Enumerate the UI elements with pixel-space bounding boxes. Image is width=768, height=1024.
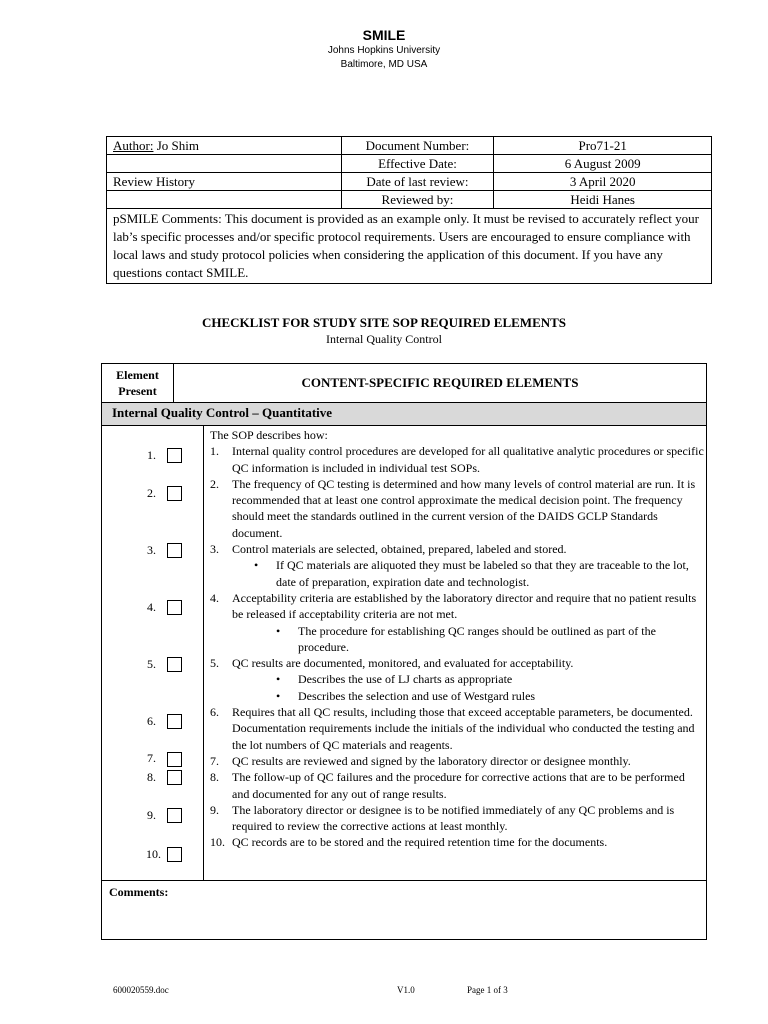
- location: Baltimore, MD USA: [340, 59, 428, 70]
- list-item: 2. The frequency of QC testing is determined and how many levels of control material are run. It is recommended that at least one control approximate the medical decision point. The frequency should meet the standards outlined in the current version of the DAIDS GCLP Standards document.: [210, 476, 696, 540]
- sub-bullet: • Describes the use of LJ charts as appropriate: [276, 672, 513, 687]
- element-checkbox-6[interactable]: [167, 714, 182, 729]
- list-item: 3. Control materials are selected, obtained, prepared, labeled and stored.: [210, 542, 567, 557]
- empty-cell: [107, 155, 342, 173]
- checklist-title: CHECKLIST FOR STUDY SITE SOP REQUIRED ELEMENTS: [201, 315, 567, 330]
- element-number: 8.: [147, 770, 156, 784]
- list-item: 8. The follow-up of QC failures and the procedure for corrective actions that are to be performed and documented for any out of range results.: [210, 770, 685, 801]
- element-checkbox-1[interactable]: [167, 448, 182, 463]
- element-checkbox-5[interactable]: [167, 657, 182, 672]
- author-cell: [107, 137, 342, 155]
- footer-filename: 600020559.doc: [113, 985, 169, 995]
- section-title: Internal Quality Control – Quantitative: [112, 405, 333, 420]
- reviewed-by-label: Reviewed by:: [341, 191, 494, 209]
- comments-label: Comments:: [109, 885, 169, 899]
- element-number: 7.: [147, 751, 156, 765]
- list-item: 10. QC records are to be stored and the required retention time for the documents.: [210, 835, 608, 850]
- divider: [101, 880, 707, 881]
- element-number: 4.: [147, 600, 156, 614]
- element-number: 9.: [147, 808, 156, 822]
- required-elements-list: [210, 427, 704, 851]
- empty-cell: [107, 191, 342, 209]
- doc-number: Pro71-21: [494, 137, 712, 155]
- element-present-header: Element Present: [116, 368, 159, 398]
- list-item: 9. The laboratory director or designee is to be notified immediately of any QC problems and is required to review the corrective actions at least monthly.: [210, 802, 675, 834]
- last-review-date: 3 April 2020: [494, 173, 712, 191]
- reviewed-by: Heidi Hanes: [494, 191, 712, 209]
- element-checkbox-9[interactable]: [167, 808, 182, 823]
- element-checkbox-4[interactable]: [167, 600, 182, 615]
- intro-text: The SOP describes how:: [210, 428, 328, 442]
- element-number: 10.: [146, 847, 161, 861]
- element-checkbox-8[interactable]: [167, 770, 182, 785]
- sub-bullet: • If QC materials are aliquoted they must be labeled so that they are traceable to the lot, date of preparation, expiration date and technologist.: [254, 558, 689, 589]
- element-checkbox-3[interactable]: [167, 543, 182, 558]
- author-label: Author:: [113, 138, 154, 153]
- list-item: 7. QC results are reviewed and signed by the laboratory director or designee monthly.: [210, 753, 631, 768]
- effective-date-label: Effective Date:: [341, 155, 494, 173]
- university-name: Johns Hopkins University: [327, 45, 441, 56]
- element-number: 6.: [147, 714, 156, 728]
- list-item: 1. Internal quality control procedures are developed for all qualitative analytic procedures or specific QC information is included in individual test SOPs.: [210, 444, 704, 475]
- element-number: 5.: [147, 657, 156, 671]
- divider: [101, 425, 707, 426]
- element-number: 2.: [147, 486, 156, 500]
- checklist-subtitle: Internal Quality Control: [326, 332, 442, 346]
- author-name: Jo Shim: [153, 138, 199, 153]
- sub-bullet: • The procedure for establishing QC ranges should be outlined as part of the procedure.: [276, 623, 656, 654]
- element-checkbox-10[interactable]: [167, 847, 182, 862]
- list-item: 5. QC results are documented, monitored, and evaluated for acceptability.: [210, 656, 574, 671]
- element-checkbox-2[interactable]: [167, 486, 182, 501]
- element-checkbox-7[interactable]: [167, 752, 182, 767]
- element-number: 3.: [147, 543, 156, 557]
- last-review-label: Date of last review:: [341, 173, 494, 191]
- org-name: SMILE: [362, 27, 406, 43]
- element-number: 1.: [147, 448, 156, 462]
- divider: [203, 426, 204, 881]
- document-info-table: [106, 136, 712, 284]
- footer-page: Page 1 of 3: [467, 985, 508, 995]
- psmile-comments: pSMILE Comments: This document is provided as an example only. It must be revised to accurately reflect your lab’s specific processes and/or specific protocol requirements. Users are encouraged to ensure compliance with local laws and study protocol policies when considering the application of this document. If you have any questions contact SMILE.: [107, 209, 712, 284]
- footer-version: V1.0: [397, 985, 415, 995]
- sub-bullet: • Describes the selection and use of Westgard rules: [276, 688, 536, 703]
- doc-number-label: Document Number:: [341, 137, 494, 155]
- list-item: 6. Requires that all QC results, including those that exceed acceptable parameters, be documented. Documentation requirements include the initials of the individual who conducted the testing and the lot numbers of QC materials and reagents.: [210, 705, 695, 752]
- review-history-label: Review History: [107, 173, 342, 191]
- content-header: CONTENT-SPECIFIC REQUIRED ELEMENTS: [301, 375, 579, 390]
- effective-date: 6 August 2009: [494, 155, 712, 173]
- list-item: 4. Acceptability criteria are established by the laboratory director and require that no patient results be released if acceptability criteria are not met.: [210, 590, 697, 622]
